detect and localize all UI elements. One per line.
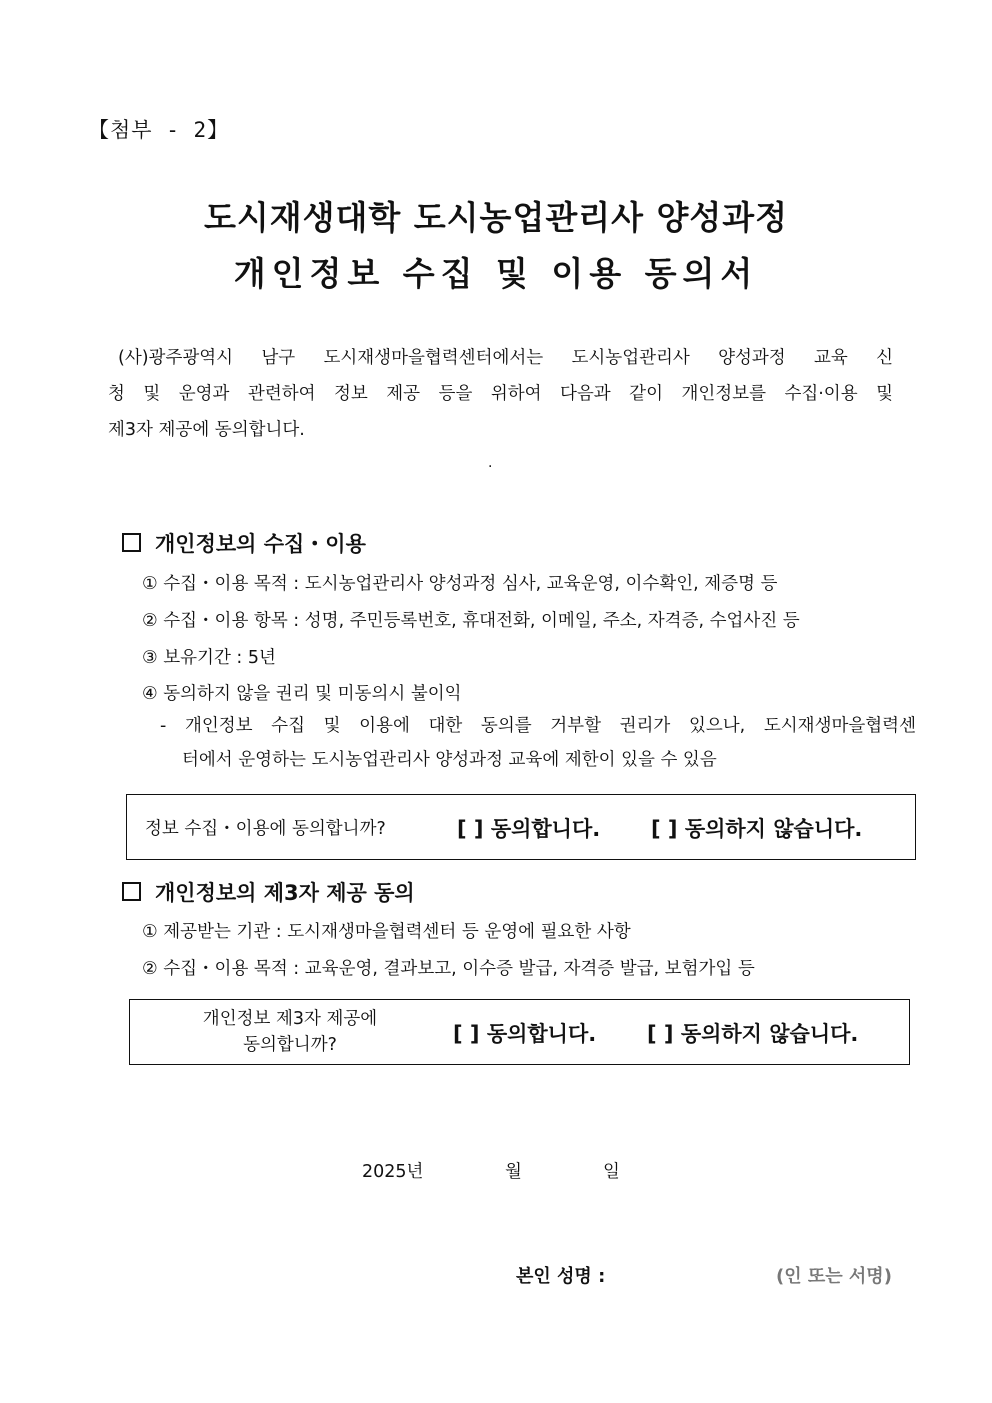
section1-subnote xyxy=(160,709,916,777)
section2-consent-box xyxy=(129,999,910,1065)
section1-heading xyxy=(122,528,366,558)
checkbox-square-icon xyxy=(122,882,141,901)
section1-item: ① 수집・이용 목적 : 도시농업관리사 양성과정 심사, 교육운영, 이수확인, 제증명 등 xyxy=(142,574,778,594)
section2-question-line: 개인정보 제3자 제공에 xyxy=(202,1009,378,1029)
signature-label: 본인 성명 : xyxy=(516,1266,606,1287)
signature-hint: (인 또는 서명) xyxy=(776,1266,892,1287)
intro-line: 청 및 운영과 관련하여 정보 제공 등을 위하여 다음과 같이 개인정보를 수집·이용 및 xyxy=(108,384,893,404)
stray-dot: . xyxy=(488,455,493,471)
date-year: 2025년 xyxy=(362,1162,424,1182)
section2-agree-checkbox[interactable]: [ ] 동의합니다. xyxy=(453,1022,597,1046)
section2-item: ② 수집・이용 목적 : 교육운영, 결과보고, 이수증 발급, 자격증 발급, 보험가입 등 xyxy=(142,959,755,979)
document-title-line1: 도시재생대학 도시농업관리사 양성과정 xyxy=(204,198,788,237)
intro-line: 제3자 제공에 동의합니다. xyxy=(108,420,305,440)
section1-item: ③ 보유기간 : 5년 xyxy=(142,648,276,668)
section2-item: ① 제공받는 기관 : 도시재생마을협력센터 등 운영에 필요한 사항 xyxy=(142,922,631,942)
attachment-label: 【첨부 - 2】 xyxy=(88,118,230,142)
section2-disagree-checkbox[interactable]: [ ] 동의하지 않습니다. xyxy=(647,1022,859,1046)
checkbox-square-icon xyxy=(122,533,141,552)
section1-item: ② 수집・이용 항목 : 성명, 주민등록번호, 휴대전화, 이메일, 주소, 자격증, 수업사진 등 xyxy=(142,611,800,631)
section1-item: ④ 동의하지 않을 권리 및 미동의시 불이익 xyxy=(142,684,462,704)
section1-consent-question: 정보 수집・이용에 동의합니까? xyxy=(145,819,386,839)
document-title-line2: 개인정보 수집 및 이용 동의서 xyxy=(233,254,759,293)
section1-agree-checkbox[interactable]: [ ] 동의합니다. xyxy=(457,817,601,841)
section2-heading xyxy=(122,877,415,907)
subnote-line: 터에서 운영하는 도시농업관리사 양성과정 교육에 제한이 있을 수 있음 xyxy=(182,750,717,770)
intro-line: (사)광주광역시 남구 도시재생마을협력센터에서는 도시농업관리사 양성과정 교육 신 xyxy=(118,348,893,368)
date-day: 일 xyxy=(603,1162,620,1182)
intro-paragraph xyxy=(108,340,893,448)
section2-question-line: 동의합니까? xyxy=(243,1035,337,1055)
date-month: 월 xyxy=(505,1162,522,1182)
section2-heading-text: 개인정보의 제3자 제공 동의 xyxy=(155,881,415,905)
section1-heading-text: 개인정보의 수집・이용 xyxy=(155,532,366,556)
section1-disagree-checkbox[interactable]: [ ] 동의하지 않습니다. xyxy=(651,817,863,841)
section1-consent-box xyxy=(126,794,916,860)
section2-consent-question xyxy=(130,1006,450,1058)
subnote-line: - 개인정보 수집 및 이용에 대한 동의를 거부할 권리가 있으나, 도시재생마을협력센 xyxy=(160,716,916,736)
